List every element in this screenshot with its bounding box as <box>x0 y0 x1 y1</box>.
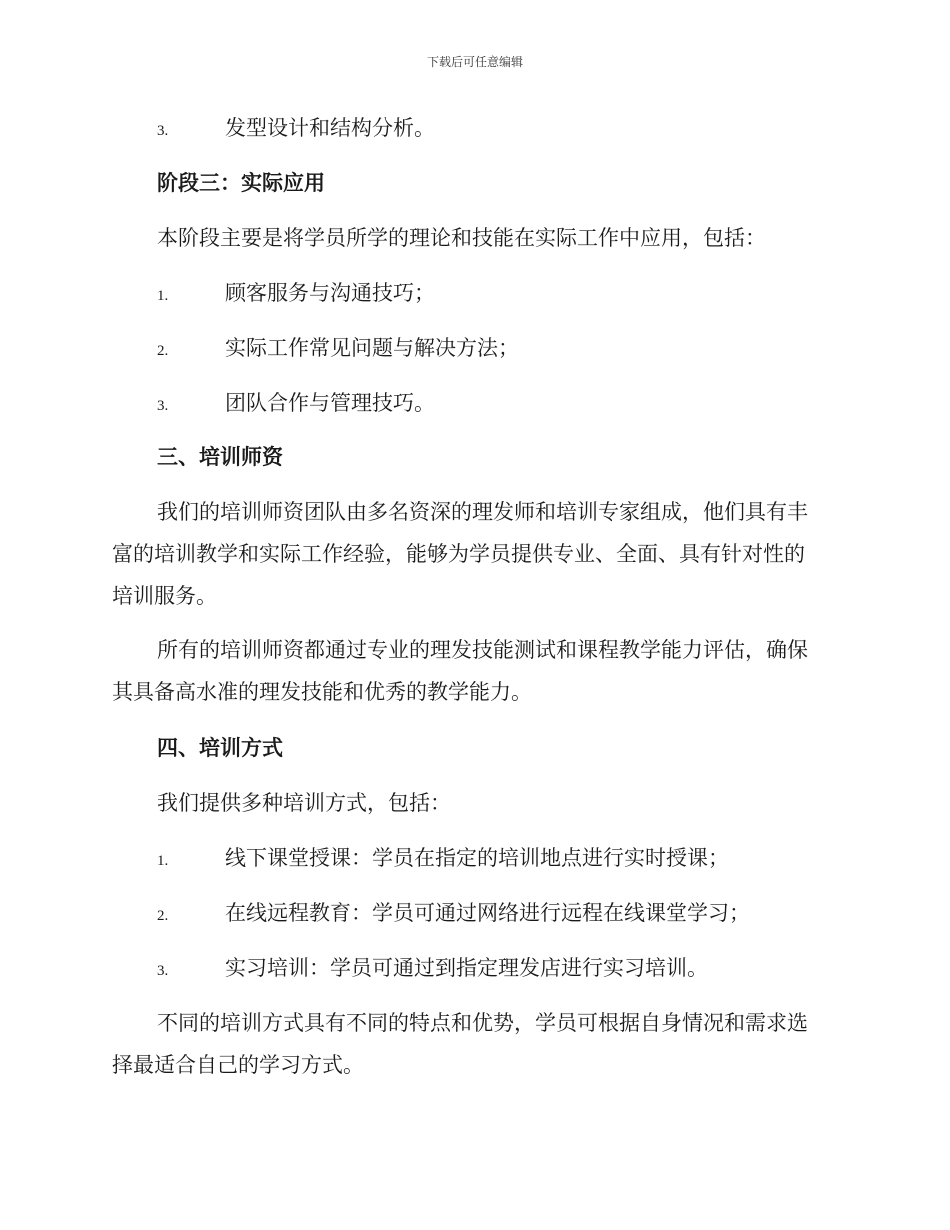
paragraph-teachers-line: 所有的培训师资都通过专业的理发技能测试和课程教学能力评估，确保 <box>157 638 808 662</box>
list-item <box>157 901 877 928</box>
list-number: 1. <box>157 853 169 869</box>
list-text: 实习培训：学员可通过到指定理发店进行实习培训。 <box>225 956 708 980</box>
list-number: 3. <box>157 963 169 979</box>
list-text: 实际工作常见问题与解决方法； <box>225 336 519 360</box>
paragraph-end-line: 择最适合自己的学习方式。 <box>112 1053 364 1077</box>
list-text: 线下课堂授课：学员在指定的培训地点进行实时授课； <box>225 846 729 870</box>
list-number: 3. <box>157 398 169 414</box>
paragraph-teachers-line: 培训服务。 <box>112 584 217 608</box>
list-item <box>157 336 877 363</box>
list-number: 2. <box>157 908 169 924</box>
list-text: 团队合作与管理技巧。 <box>225 391 435 415</box>
list-item <box>157 281 877 308</box>
section-heading-teachers: 三、培训师资 <box>157 444 283 469</box>
section-heading-stage3: 阶段三：实际应用 <box>157 170 325 195</box>
list-number: 3. <box>157 123 169 139</box>
paragraph-teachers-line: 其具备高水准的理发技能和优秀的教学能力。 <box>112 680 532 704</box>
paragraph-teachers-line: 我们的培训师资团队由多名资深的理发师和培训专家组成，他们具有丰 <box>157 500 808 524</box>
paragraph-methods: 我们提供多种培训方式，包括： <box>157 791 451 815</box>
paragraph-end-line: 不同的培训方式具有不同的特点和优势，学员可根据自身情况和需求选 <box>157 1011 808 1035</box>
list-number: 2. <box>157 343 169 359</box>
list-item <box>157 846 877 873</box>
list-text: 顾客服务与沟通技巧； <box>225 281 435 305</box>
list-item <box>157 116 877 143</box>
paragraph-teachers-line: 富的培训教学和实际工作经验，能够为学员提供专业、全面、具有针对性的 <box>112 542 805 566</box>
paragraph-stage3: 本阶段主要是将学员所学的理论和技能在实际工作中应用，包括： <box>157 226 766 250</box>
list-text: 发型设计和结构分析。 <box>225 116 435 140</box>
list-item <box>157 391 877 418</box>
list-number: 1. <box>157 288 169 304</box>
list-item <box>157 956 877 983</box>
list-text: 在线远程教育：学员可通过网络进行远程在线课堂学习； <box>225 901 750 925</box>
page-header: 下载后可任意编辑 <box>426 55 523 69</box>
section-heading-methods: 四、培训方式 <box>157 735 283 760</box>
